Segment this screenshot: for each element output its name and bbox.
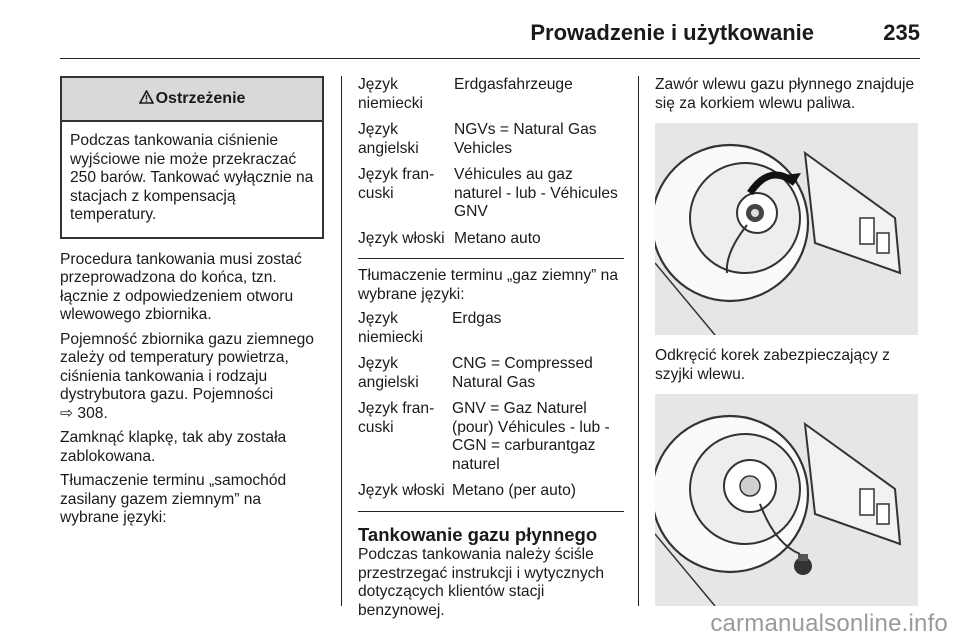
translation-table-gas	[358, 310, 624, 509]
page-title: Prowadzenie i użytkowanie	[530, 20, 814, 45]
paragraph: Tłumaczenie terminu „samochód zasilany gazem ziemnym” na wybrane języki:	[60, 472, 287, 526]
table-row	[358, 355, 624, 400]
table-row	[358, 230, 624, 257]
column-2	[358, 76, 624, 626]
column-3	[655, 76, 920, 618]
warning-triangle-icon	[139, 78, 154, 120]
warning-text: Podczas tankowania ciśnienie wyjściowe nie może przekraczać 250 barów. Tankować wyłącznie na stacjach z kompensacją temperatury.	[70, 132, 314, 223]
table-row	[358, 166, 624, 230]
column-divider	[638, 76, 639, 606]
section-heading: Tankowanie gazu płynnego	[358, 523, 598, 545]
table-cell-term: Erdgasfahrzeuge	[454, 76, 573, 93]
table-cell-term: NGVs = Natural Gas Vehicles	[454, 121, 597, 157]
table-row	[358, 482, 624, 509]
paragraph: Zamknąć klapkę, tak aby została zablokowana.	[60, 429, 287, 465]
warning-box	[60, 76, 324, 239]
table-cell-language: Język włoski	[358, 229, 445, 247]
page-header	[60, 14, 920, 59]
table-cell-language: Język niemiecki	[358, 310, 423, 346]
table-cell-language: Język niemiecki	[358, 76, 423, 112]
watermark: carmanualsonline.info	[710, 610, 948, 637]
table-cell-term: GNV = Gaz Naturel (pour) Véhicules - lub - CGN = carburantgaz naturel	[452, 400, 610, 473]
fuel-filler-cap-illustration	[655, 123, 918, 335]
table-cell-language: Język fran-cuski	[358, 166, 435, 202]
warning-header	[62, 78, 322, 122]
divider	[358, 511, 624, 512]
table-cell-term: Metano (per auto)	[452, 482, 576, 499]
paragraph: Procedura tankowania musi zostać przeprowadzona do końca, tzn. łącznie z odpowiedzeniem otworu wlewowego zbiornika.	[60, 250, 302, 323]
column-1	[60, 76, 324, 534]
divider	[358, 258, 624, 259]
table-row	[358, 400, 624, 482]
table-cell-term: Erdgas	[452, 310, 502, 327]
warning-title: Ostrzeżenie	[155, 90, 246, 107]
translation-table-vehicle	[358, 76, 624, 256]
table-row	[358, 310, 624, 355]
table-cell-language: Język fran-cuski	[358, 400, 435, 436]
paragraph: Tłumaczenie terminu „gaz ziemny” na wybrane języki:	[358, 267, 618, 303]
table-cell-language: Język włoski	[358, 482, 445, 499]
paragraph-text: Pojemność zbiornika gazu ziemnego zależy od temperatury powietrza, ciśnienia tankowania i rodzaju dystrybutora gazu. Pojemności	[60, 330, 314, 403]
page-reference: 308.	[77, 404, 108, 422]
paragraph: Zawór wlewu gazu płynnego znajduje się za korkiem wlewu paliwa.	[655, 76, 915, 112]
table-cell-language: Język angielski	[358, 355, 419, 391]
fuel-filler-neck-illustration	[655, 394, 918, 606]
table-row	[358, 121, 624, 166]
table-row	[358, 76, 624, 121]
table-cell-term: CNG = Compressed Natural Gas	[452, 355, 593, 391]
page-number: 235	[883, 20, 920, 45]
table-cell-term: Véhicules au gaz naturel - lub - Véhicules GNV	[454, 166, 618, 220]
column-divider	[341, 76, 342, 606]
paragraph: Podczas tankowania należy ściśle przestrzegać instrukcji i wytycznych dotyczących klientów stacji benzynowej.	[358, 546, 605, 619]
paragraph-capacity	[60, 331, 324, 424]
table-cell-language: Język angielski	[358, 121, 419, 157]
paragraph: Odkręcić korek zabezpieczający z szyjki wlewu.	[655, 347, 890, 383]
table-cell-term: Metano auto	[454, 229, 541, 247]
reference-arrow-icon: ⇨	[60, 404, 74, 422]
